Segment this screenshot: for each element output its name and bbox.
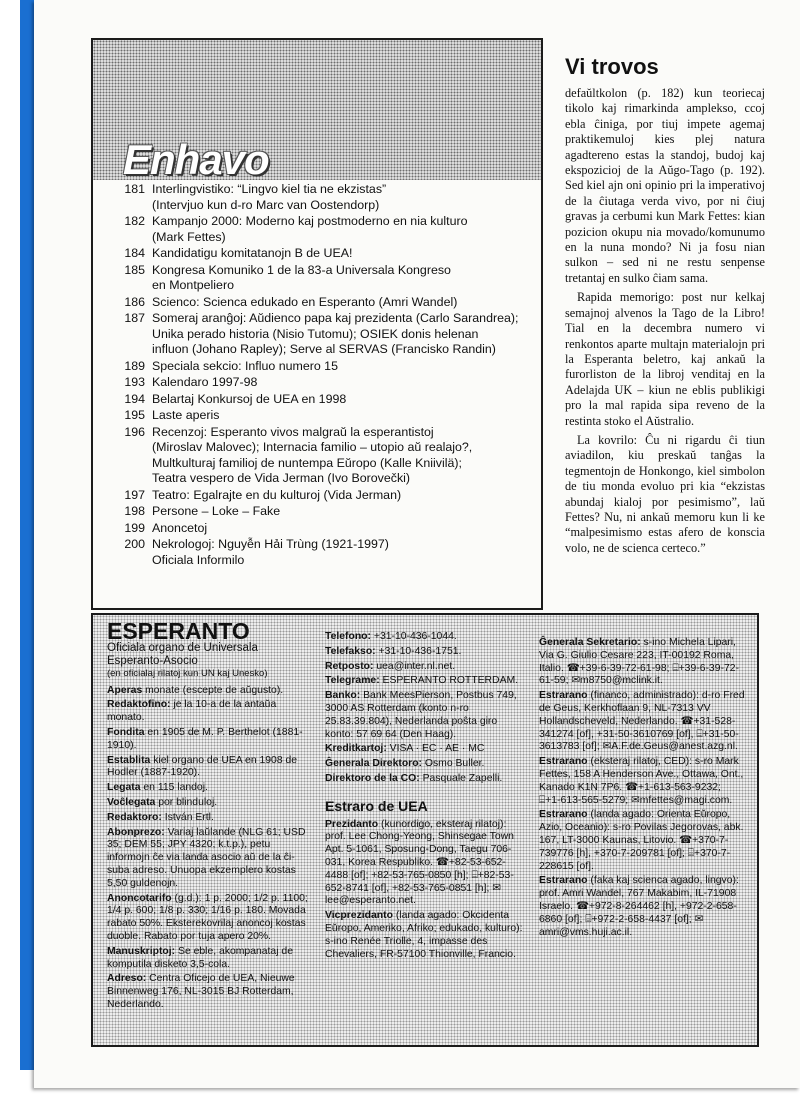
toc-entry (105, 359, 535, 375)
toc-page-number: 186 (124, 294, 145, 309)
masthead-item-text: por blinduloj. (155, 796, 218, 808)
toc-entry (105, 214, 535, 245)
masthead-item-label: Voĉlegata (107, 796, 156, 808)
toc-entry-line: influon (Johano Rapley); Serve al SERVAS (Francisko Randin) (152, 342, 496, 356)
masthead-item-text: ESPERANTO ROTTERDAM. (379, 675, 519, 687)
toc-entry-line: Recenzoj: Esperanto vivos malgraŭ la esperantistoj (152, 424, 434, 439)
masthead-item (325, 758, 525, 771)
masthead-item-label: Redaktofino: (107, 699, 171, 711)
toc-page-number: 199 (124, 520, 145, 535)
masthead-item-label: Estrarano (539, 875, 588, 887)
toc-entry-line: Laste aperis (152, 408, 220, 422)
toc-entry-line: Scienco: Scienca edukado en Esperanto (Amri Wandel) (152, 294, 458, 309)
toc-entry-line: Teatra vespero de Vida Jerman (Ivo Borovečki) (152, 471, 411, 485)
masthead-item (107, 812, 312, 825)
toc-entry-line: Interlingvistiko: “Lingvo kiel tia ne ekzistas” (152, 182, 387, 196)
masthead-item-text: (eksteraj rilatoj, CED): s-ro Mark Fettes, 158 A Henderson Ave., Ottawa, Ont., Kanado K1N 7P6. ☎+1-613-563-9232; ⌸+1-613-565-5279; ✉mfettes@magi.com. (539, 756, 744, 806)
masthead-item-label: Ĝenerala Sekretario: (539, 637, 641, 648)
toc-entry-line: Multkulturaj familioj de nuntempa Eŭropo (Kalle Kniivilä); (152, 455, 462, 470)
masthead-item-text: Se eble, akompanataj de komputila disketo 3,5-cola. (107, 945, 293, 970)
brand-logo: ESPERANTO (107, 618, 250, 644)
article-paragraph: defaŭltkolon (p. 182) kun teoriecaj tikolo kaj rimarkinda amplekso, ccoj ebla ĉiniga, por tiuj impete agemaj praktikemuloj kies plej natura agadtereno estas la standoj, budoj kaj ekspozicioj de la Aŭgo-Tago (p. 192). Sed kiel ajn oni opinio pri la imperativoj de la ĉiutaga verda vivo, por ni ĉiuj gravas ja cerbumi kun Mark Fettes: kian pozicion okupu nia movado/komunumo en la nuna mondo? Ni ja fosu nian sulkon – sed ni ne restu senpense tretantaj en sulko ĉiam sama. (565, 86, 765, 285)
toc-entry-text (152, 359, 535, 375)
table-of-contents (91, 38, 543, 610)
toc-entry (105, 537, 535, 568)
masthead-item-label: Direktoro de la CO: (325, 772, 420, 784)
masthead-item-text: (faka kaj scienca agado, lingvo): prof. Amri Wandel, 767 Makabim, IL-71908 Israelo. ☎+972-8-264462 [h], +972-2-658-6860 [of]; ⌸+972-2-658-4437 [of]; ✉amri@vms.huji.ac.il. (539, 875, 739, 938)
masthead-item-text: +31-10-436-1044. (370, 631, 457, 642)
masthead-item-text: (kunordigo, eksteraj rilatoj): prof. Lee Chong-Yeong, Shinsegae Town Apt. 5-1061, Sposung-Dong, Taegu 706-031, Korea Respubliko. ☎+82-53-652-4488 [of]; +82-53-765-0850 [h]; ⌸+82-53-652-8741 [of], +82-53-765-0851 [h]; ✉lee@esperanto.net. (325, 818, 514, 907)
masthead-item-label: Redaktoro: (107, 811, 162, 823)
masthead-item-label: Telefono: (325, 631, 371, 642)
toc-entry (105, 504, 535, 520)
toc-page-number: 196 (124, 424, 145, 439)
masthead-item-label: Vicprezidanto (325, 910, 393, 922)
toc-page-number: 185 (124, 262, 145, 277)
masthead-item-text: kiel organo de UEA en 1908 de Hodler (1887-1920). (107, 754, 298, 779)
masthead-item-label: Estrarano (539, 756, 588, 768)
toc-header-band (93, 40, 541, 183)
masthead-item (539, 637, 745, 688)
toc-entry-text (152, 392, 535, 408)
toc-entry (105, 311, 535, 358)
toc-entry (105, 182, 535, 213)
masthead-item (539, 756, 745, 807)
toc-entry-text (152, 182, 535, 213)
toc-entry-line: Persone – Loke – Fake (152, 504, 281, 518)
toc-entry-text (152, 425, 535, 487)
contact-list (325, 631, 525, 786)
toc-page-number: 193 (124, 375, 145, 389)
toc-entry (105, 263, 535, 294)
toc-entry-line: Unika perado historia (Nisio Tutomu); OSIEK donis helenan (152, 326, 479, 341)
toc-title: Enhavo (123, 136, 269, 183)
toc-page-number: 197 (124, 487, 145, 502)
toc-entry (105, 295, 535, 311)
masthead-item-text: monate (escepte de aŭgusto). (142, 684, 284, 696)
toc-entry-text (152, 488, 535, 504)
masthead-item (325, 819, 525, 909)
toc-entry-line: Anoncetoj (152, 520, 208, 535)
masthead-item-label: Manuskriptoj: (107, 945, 176, 957)
board-members-list (539, 637, 745, 939)
masthead-item (325, 690, 525, 741)
toc-entry (105, 521, 535, 537)
toc-entry-line: Kandidatigu komitatanojn B de UEA! (152, 246, 353, 260)
toc-entry-text (152, 408, 535, 424)
toc-page-number: 195 (124, 408, 145, 422)
masthead-col-2 (325, 631, 525, 963)
masthead-item (325, 743, 525, 756)
masthead-item (107, 893, 312, 944)
toc-entry-line: Speciala sekcio: Influo numero 15 (152, 358, 338, 373)
toc-entry-text (152, 295, 535, 311)
toc-list (105, 182, 535, 569)
masthead-item-text: Pasquale Zapelli. (419, 772, 503, 784)
masthead-item-text: Osmo Buller. (422, 758, 485, 770)
masthead-item (107, 827, 312, 891)
toc-entry-text (152, 375, 535, 391)
toc-entry-line: (Intervjuo kun d-ro Marc van Oostendorp) (152, 197, 380, 212)
toc-entry (105, 375, 535, 391)
toc-entry-text (152, 537, 535, 568)
toc-page-number: 200 (124, 537, 145, 551)
toc-entry-line: Kalendaro 1997-98 (152, 375, 258, 389)
masthead-item-text: VISA · EC · AE · MC (386, 743, 485, 755)
toc-page-number: 198 (124, 504, 145, 518)
masthead-item-label: Fondita (107, 726, 145, 738)
masthead-box (91, 613, 759, 1047)
masthead-item-text: Centra Oficejo de UEA, Nieuwe Binnenweg 176, NL-3015 BJ Rotterdam, Nederlando. (107, 973, 295, 1010)
toc-entry-line: Kampanjo 2000: Moderno kaj postmoderno en nia kulturo (152, 214, 468, 228)
toc-entry-line: Belartaj Konkursoj de UEA en 1998 (152, 391, 347, 406)
masthead-item (325, 631, 525, 644)
masthead-item (107, 727, 312, 753)
masthead-item-label: Retposto: (325, 660, 374, 672)
toc-entry (105, 425, 535, 487)
toc-entry-text (152, 214, 535, 245)
masthead-item-text: je la 10-a de la antaŭa monato. (107, 699, 277, 724)
toc-entry-line: (Mark Fettes) (152, 229, 226, 244)
toc-entry (105, 408, 535, 424)
masthead-item-text: István Ertl. (161, 811, 214, 823)
masthead-item-label: Banko: (325, 690, 361, 702)
masthead-item-text: uea@inter.nl.net. (373, 660, 456, 672)
masthead-item-label: Kreditkartoj: (325, 743, 387, 755)
board-heading: Estraro de UEA (325, 797, 428, 814)
masthead-item-label: Establita (107, 754, 151, 766)
board-list (325, 819, 525, 962)
toc-page-number: 187 (124, 311, 145, 325)
masthead-item-label: Anoncotarifo (107, 892, 172, 904)
masthead-col-3 (539, 637, 745, 941)
masthead-item-text: en 1905 de M. P. Berthelot (1881-1910). (107, 726, 303, 751)
masthead-item-label: Telegrame: (325, 675, 380, 687)
masthead-item (107, 699, 312, 725)
toc-entry-text (152, 504, 535, 520)
masthead-item (107, 973, 312, 1011)
masthead-item (107, 685, 312, 698)
masthead-item (325, 910, 525, 961)
article-paragraph: La kovrilo: Ĉu ni rigardu ĉi tiun aviadilon, kiu preskaŭ tanĝas la tegmentojn de Honkongo, kiel simbolon de tiu monda evoluo pri kia “ekzistas abundaj kialoj por pesimismo”, laŭ Fettes? Nu, ni ankaŭ memoru kun li ke “malpesimismo estas afero de konscia volo, ne de scienca certeco.” (565, 432, 765, 555)
masthead-item-text: +31-10-436-1751. (375, 645, 462, 657)
article-body (565, 86, 765, 560)
masthead-item-label: Estrarano (539, 809, 588, 821)
toc-entry-line: Oficiala Informilo (152, 552, 245, 567)
masthead-item (325, 661, 525, 674)
masthead-item (325, 675, 525, 688)
toc-entry-line: Nekrologoj: Nguyễn Hải Trùng (1921-1997) (152, 537, 389, 551)
masthead-item-label: Adreso: (107, 973, 147, 985)
toc-page-number: 194 (124, 391, 145, 406)
masthead-item-text: s-ino Michela Lipari, Via G. Giulio Cesare 223, IT-00192 Roma, Italio. ☎+39-6-39-72-61-98; ⌸+39-6-39-72-61-59; ✉m8750@mclink.it. (539, 637, 739, 687)
article-title: Vi trovos (565, 54, 659, 79)
article-paragraph: Rapida memorigo: post nur kelkaj semajnoj alvenos la Tago de la Libro! Tial en la decembra numero vi renkontos aparte multajn materialojn pri la Esperanta beletro, kaj ankaŭ la furorliston de la libroj venditaj en la Adelajda UK – kiun ne eblis publikigi pro la mal rapida sipa reveno de la restinta stoko el Aŭstralio. (565, 290, 765, 428)
masthead-item (107, 782, 312, 795)
masthead-info-list (107, 685, 312, 1012)
masthead-item-text: (landa agado: Okcidenta Eŭropo, Ameriko, Afriko; edukado, kulturo): s-ino Renée Triolle, 4, impasse des Chevaliers, FR-57100 Thionville, Francio. (325, 910, 523, 960)
toc-entry-line: (Miroslav Malovec); Internacia familio – utopio aŭ realajo?, (152, 440, 473, 454)
toc-entry-line: Teatro: Egalrajte en du kulturoj (Vida Jerman) (152, 487, 402, 502)
toc-entry-line: Someraj aranĝoj: Aŭdienco papa kaj prezidenta (Carlo Sarandrea); (152, 311, 519, 325)
masthead-item-text: (g.d.): 1 p. 2000; 1/2 p. 1100; 1/4 p. 600; 1/8 p. 330; 1/16 p. 180. Movada rabato 50%. Eksterekovrilaj anoncoj kostas duoble. Rabato por tuja apero 20%. (107, 892, 308, 942)
masthead-item-text: Bank MeesPierson, Postbus 749, 3000 AS Rotterdam (konto n-ro 25.83.39.804), Nederlanda poŝta giro konto: 57 69 64 (Den Haag). (325, 690, 517, 740)
toc-page-number: 189 (124, 358, 145, 373)
toc-entry-text (152, 521, 535, 537)
toc-page-number: 181 (124, 182, 145, 196)
toc-entry-line: en Montpeliero (152, 278, 234, 292)
masthead-item-label: Aperas (107, 684, 143, 696)
masthead-col-1 (107, 618, 312, 1014)
toc-entry-text (152, 311, 535, 358)
masthead-item (539, 690, 745, 754)
toc-entry (105, 246, 535, 262)
masthead-item-label: Abonprezo: (107, 826, 165, 838)
masthead-item-text: en 115 landoj. (140, 782, 208, 794)
toc-page-number: 184 (124, 246, 145, 260)
masthead-item-text: (landa agado: Orienta Eŭropo, Azio, Oceanio): s-ro Povilas Jegorovas, abk. 167, LT-3000 Kaunas, Litovio. ☎+370-7-739776 [h], +370-7-209781 [of]; ⌸+370-7-228615 [of]. (539, 809, 744, 872)
toc-entry (105, 392, 535, 408)
masthead-item-label: Prezidanto (325, 818, 379, 830)
masthead-item (107, 797, 312, 810)
masthead-item (107, 946, 312, 972)
masthead-item-label: Telefakso: (325, 645, 376, 657)
masthead-item (325, 646, 525, 659)
masthead-item (107, 755, 312, 781)
toc-entry-text (152, 263, 535, 294)
toc-entry (105, 488, 535, 504)
masthead-item-text: Variaj laŭlande (NLG 61; USD 35; DEM 55; JPY 4320; k.t.p.), petu informojn ĉe via landa asocio aŭ de la ĉi-suba adreso. Unuopa ekzemplero kostas 5,50 guldenojn. (107, 826, 306, 889)
masthead-item (539, 875, 745, 939)
brand-affiliation: (en oficialaj rilatoj kun UN kaj Unesko) (107, 667, 268, 679)
masthead-item-text: (financo, administrado): d-ro Fred de Geus, Kerkhoflaan 9, NL-7313 VV Hollandscheveld, Nederlando. ☎+31-528-341274 [of], +31-50-3610769 [of], ⌸+31-50-3613783 [of]; ✉A.F.de.Geus@anest.azg.nl. (539, 690, 745, 753)
toc-page-number: 182 (124, 214, 145, 228)
masthead-item (539, 809, 745, 873)
toc-entry-text (152, 246, 535, 262)
masthead-item-label: Legata (107, 782, 141, 794)
masthead-item-label: Estrarano (539, 690, 588, 702)
brand-subtitle: Oficiala organo de Universala Esperanto-Asocio (107, 641, 258, 667)
toc-entry-line: Kongresa Komuniko 1 de la 83-a Universala Kongreso (152, 262, 451, 277)
masthead-item (325, 773, 525, 786)
masthead-item-label: Ĝenerala Direktoro: (325, 758, 423, 770)
